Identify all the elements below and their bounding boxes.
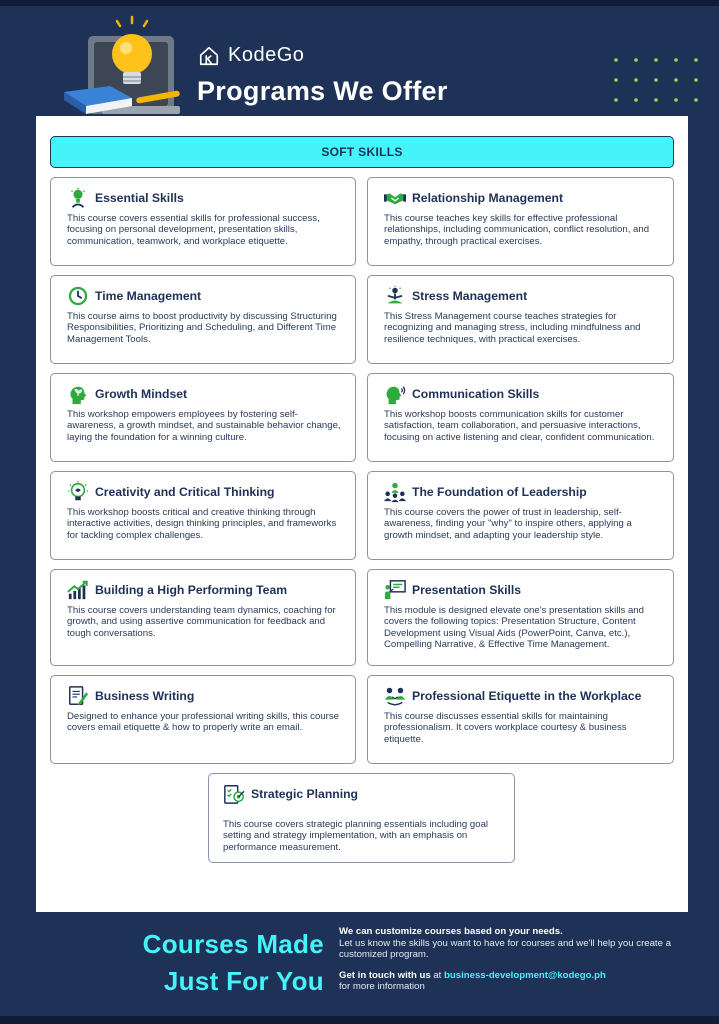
course-card-essential-skills — [50, 177, 356, 266]
clock-icon — [67, 285, 89, 307]
people-connect-icon — [384, 685, 406, 707]
tagline-line-1: Courses Made — [142, 929, 324, 959]
course-card-professional-etiquette — [367, 675, 674, 764]
course-card-growth-mindset — [50, 373, 356, 462]
team-leader-icon — [384, 481, 406, 503]
course-description: This course aims to boost productivity by discussing Structuring Responsibilities, Prioritizing and Scheduling, and Different Time Management Tools. — [67, 311, 337, 345]
course-description: Designed to enhance your professional writing skills, this course covers email etiquette & how to properly write an email. — [67, 711, 339, 734]
course-description: This Stress Management course teaches strategies for recognizing and managing stress, including mindfulness and resilience techniques, with practical exercises. — [384, 311, 641, 345]
course-description: This course discusses essential skills for maintaining professionalism. It covers workplace courtesy & business etiquette. — [384, 711, 627, 745]
contact-heading: Get in touch with us — [339, 969, 431, 981]
growing-head-icon — [67, 383, 89, 405]
section-header-soft-skills: SOFT SKILLS — [50, 136, 674, 168]
programs-panel — [36, 116, 688, 912]
course-card-strategic-planning — [208, 773, 515, 863]
presentation-board-icon — [384, 579, 406, 601]
course-description: This workshop empowers employees by fostering self-awareness, a growth mindset, and sustainable behavior change, laying the foundation for a winning culture. — [67, 409, 341, 443]
course-title: Essential Skills — [95, 191, 184, 205]
course-title: Strategic Planning — [251, 787, 358, 801]
page-title: Programs We Offer — [197, 76, 448, 106]
course-card-high-performing-team — [50, 569, 356, 666]
top-edge — [0, 0, 719, 6]
course-card-relationship-management — [367, 177, 674, 266]
course-title: Growth Mindset — [95, 387, 188, 401]
contact-end: for more information — [339, 981, 425, 992]
course-title: Stress Management — [412, 289, 528, 303]
contact-email-link[interactable]: business-development@kodego.ph — [444, 969, 606, 981]
course-title: Communication Skills — [412, 387, 540, 401]
contact-at: at — [433, 969, 442, 981]
course-card-time-management — [50, 275, 356, 364]
document-pen-icon — [67, 685, 89, 707]
kodego-logo — [198, 44, 304, 67]
customize-paragraph — [339, 926, 679, 961]
contact-paragraph — [339, 970, 679, 993]
course-card-communication-skills — [367, 373, 674, 462]
course-description: This course teaches key skills for effective professional relationships, including communication, conflict resolution, and empathy, through practical exercises. — [384, 213, 650, 247]
course-card-business-writing — [50, 675, 356, 764]
customize-body: Let us know the skills you want to have for courses and we'll help you create a customized program. — [339, 937, 671, 960]
course-description: This module is designed elevate one's presentation skills and covers the following topics: Presentation Structure, Content Development using Visual Aids (PowerPoint, Canva, etc.), Compelling Narrative, & Effective Time Management. — [384, 605, 644, 650]
course-description: This course covers the power of trust in leadership, self-awareness, finding your "why" to inspire others, applying a growth mindset, and adapting your leadership style. — [384, 507, 632, 541]
course-title: Relationship Management — [412, 191, 564, 205]
course-title: Creativity and Critical Thinking — [95, 485, 275, 499]
course-description: This course covers understanding team dynamics, coaching for growth, and using assertive communication for feedback and tough conversations. — [67, 605, 336, 639]
kodego-house-icon — [198, 45, 220, 67]
course-title: Professional Etiquette in the Workplace — [412, 689, 642, 703]
course-title: Building a High Performing Team — [95, 583, 288, 597]
course-title: Presentation Skills — [412, 583, 522, 597]
footer-contact-info — [339, 926, 679, 993]
course-description: This workshop boosts communication skills for customer satisfaction, team collaboration, and persuasive interactions, focusing on active listening and clear, confident communication. — [384, 409, 655, 443]
customize-heading: We can customize courses based on your needs. — [339, 926, 563, 937]
growth-chart-icon — [67, 579, 89, 601]
course-title: Time Management — [95, 289, 202, 303]
footer-tagline — [100, 926, 324, 1000]
checklist-target-icon — [223, 783, 245, 805]
course-title: The Foundation of Leadership — [412, 485, 587, 499]
lightbulb-laptop-illustration — [62, 14, 182, 124]
lightbulb-person-icon — [67, 187, 89, 209]
handshake-icon — [384, 187, 406, 209]
speaking-head-icon — [384, 383, 406, 405]
course-card-foundation-of-leadership — [367, 471, 674, 560]
bottom-edge — [0, 1016, 719, 1024]
course-title: Business Writing — [95, 689, 195, 703]
course-description: This course covers essential skills for professional success, focusing on personal development, presentation skills, communication, teamwork, and workplace etiquette. — [67, 213, 320, 247]
meditation-icon — [384, 285, 406, 307]
brand-name: KodeGo — [228, 44, 305, 66]
brain-bulb-icon — [67, 481, 89, 503]
course-description: This workshop boosts critical and creative thinking through interactive activities, design thinking principles, and frameworks for tackling complex challenges. — [67, 507, 337, 541]
course-card-presentation-skills — [367, 569, 674, 666]
course-card-creativity-critical-thinking — [50, 471, 356, 560]
course-card-stress-management — [367, 275, 674, 364]
tagline-line-2: Just For You — [163, 966, 324, 996]
course-description: This course covers strategic planning essentials including goal setting and strategy implementation, with an emphasis on performance measurement. — [223, 819, 489, 853]
